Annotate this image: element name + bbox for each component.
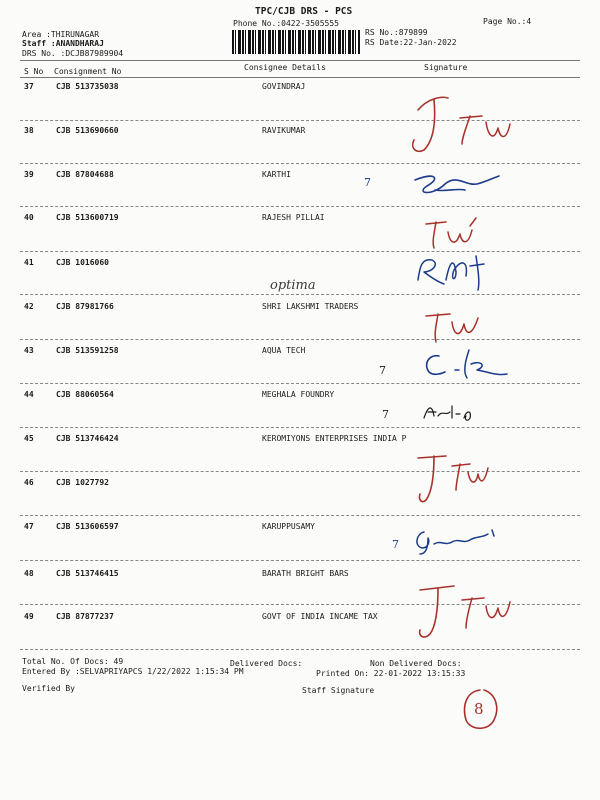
verified-by: Verified By	[22, 684, 75, 693]
row-consignee: KARUPPUSAMY	[262, 522, 315, 531]
row-divider	[20, 206, 580, 207]
row-consignee: AQUA TECH	[262, 346, 306, 355]
row-consignment: CJB 88060564	[56, 390, 114, 399]
row-sno: 48	[24, 569, 34, 578]
row-divider	[20, 163, 580, 164]
row-consignment: CJB 513600719	[56, 213, 119, 222]
row-consignment: CJB 513735038	[56, 82, 119, 91]
row-sno: 37	[24, 82, 34, 91]
staff-label: Staff :ANANDHARAJ	[22, 39, 104, 48]
signature-icon	[420, 212, 490, 252]
signature-icon	[420, 300, 500, 345]
row-consignment: CJB 1027792	[56, 478, 109, 487]
row-consignee: MEGHALA FOUNDRY	[262, 390, 335, 399]
barcode	[232, 30, 360, 54]
row-consignment: CJB 87981766	[56, 302, 114, 311]
rs-date: RS Date:22-Jan-2022	[365, 38, 457, 47]
row-sno: 38	[24, 126, 34, 135]
header-rule	[20, 60, 580, 61]
col-sno: S No	[24, 67, 44, 76]
row-divider	[20, 649, 580, 650]
document-title: TPC/CJB DRS - PCS	[255, 6, 353, 17]
signature-icon	[412, 448, 492, 508]
phone-number: Phone No.:0422-3505555	[233, 19, 339, 28]
rs-number: RS No.:879899	[365, 28, 428, 37]
tick-mark: 7	[382, 408, 389, 421]
page-circle-number: 8	[474, 700, 484, 718]
signature-icon	[420, 400, 480, 424]
table-row	[0, 522, 600, 565]
row-consignment: CJB 513591258	[56, 346, 119, 355]
tick-mark: 7	[392, 538, 399, 551]
row-consignment: CJB 1016060	[56, 258, 109, 267]
signature-icon	[400, 92, 530, 162]
signature-icon	[410, 578, 530, 646]
row-consignee: KEROMIYONS ENTERPRISES INDIA P	[262, 434, 407, 443]
row-consignment: CJB 87804688	[56, 170, 114, 179]
row-sno: 41	[24, 258, 34, 267]
col-consignee: Consignee Details	[244, 63, 326, 72]
row-consignment: CJB 513746415	[56, 569, 119, 578]
row-sno: 47	[24, 522, 34, 531]
row-divider	[20, 515, 580, 516]
handwritten-note: optima	[270, 278, 316, 293]
row-sno: 45	[24, 434, 34, 443]
row-consignee: RAVIKUMAR	[262, 126, 306, 135]
drs-number: DRS No. :DCJB87989904	[22, 49, 124, 58]
row-consignee: GOVT OF INDIA INCAME TAX	[262, 612, 378, 621]
row-sno: 42	[24, 302, 34, 311]
staff-signature-label: Staff Signature	[302, 686, 375, 695]
col-consignment: Consignment No	[54, 67, 122, 76]
signature-icon	[410, 250, 500, 295]
table-row	[0, 213, 600, 256]
row-sno: 39	[24, 170, 34, 179]
row-sno: 40	[24, 213, 34, 222]
row-consignee: KARTHI	[262, 170, 291, 179]
row-sno: 46	[24, 478, 34, 487]
row-consignment: CJB 513690660	[56, 126, 119, 135]
signature-icon	[405, 166, 505, 206]
row-consignment: CJB 513746424	[56, 434, 119, 443]
signature-icon	[415, 344, 525, 384]
row-consignee: GOVINDRAJ	[262, 82, 306, 91]
row-consignee: SHRI LAKSHMI TRADERS	[262, 302, 359, 311]
area-label: Area :THIRUNAGAR	[22, 30, 100, 39]
row-consignment: CJB 87877237	[56, 612, 114, 621]
total-docs: Total No. Of Docs: 49	[22, 657, 124, 666]
tick-mark: 7	[379, 364, 386, 377]
row-sno: 43	[24, 346, 34, 355]
tick-mark: 7	[364, 176, 371, 189]
row-sno: 49	[24, 612, 34, 621]
row-sno: 44	[24, 390, 34, 399]
row-consignee: BARATH BRIGHT BARS	[262, 569, 349, 578]
row-divider	[20, 560, 580, 561]
printed-on: Printed On: 22-01-2022 13:15:33	[316, 669, 466, 678]
row-consignee: RAJESH PILLAI	[262, 213, 325, 222]
header-rule-bottom	[20, 77, 580, 78]
col-signature: Signature	[424, 63, 468, 72]
entered-by: Entered By :SELVAPRIYAPCS 1/22/2022 1:15:34 PM	[22, 667, 244, 676]
non-delivered-docs: Non Delivered Docs:	[370, 659, 462, 668]
row-divider	[20, 471, 580, 472]
delivered-docs: Delivered Docs:	[230, 659, 303, 668]
row-divider	[20, 427, 580, 428]
row-consignment: CJB 513606597	[56, 522, 119, 531]
signature-icon	[410, 524, 500, 556]
page-number: Page No.:4	[483, 17, 532, 26]
